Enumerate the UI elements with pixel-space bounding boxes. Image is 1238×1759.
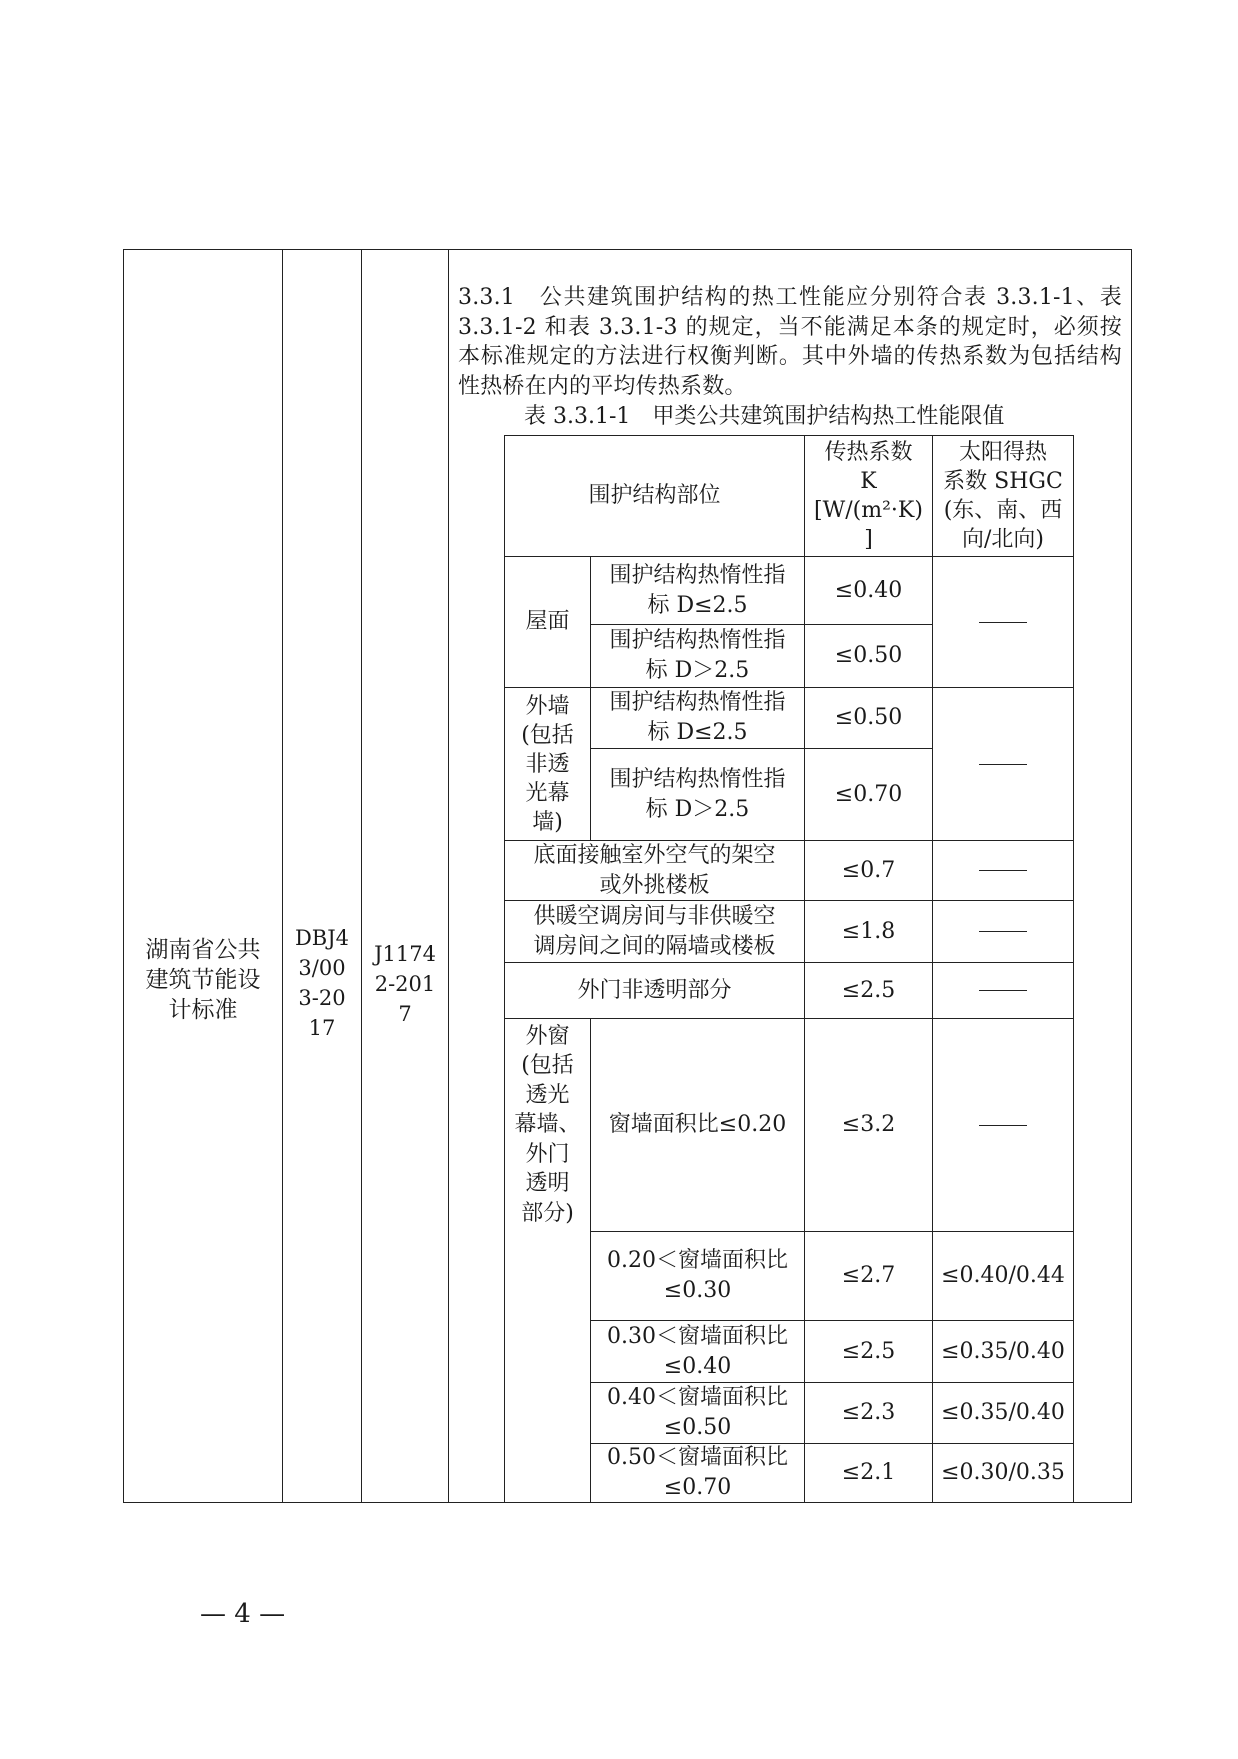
wall-label: 外墙 (包括 非透 光幕 墙) xyxy=(521,693,574,835)
door-k: ≤2.5 xyxy=(841,977,896,1003)
dash-mark xyxy=(979,990,1027,991)
roof-k-1: ≤0.40 xyxy=(834,577,903,603)
window-k-3: ≤2.5 xyxy=(841,1338,896,1364)
inner-row-line xyxy=(590,1231,1074,1232)
partition-k: ≤1.8 xyxy=(841,918,896,944)
window-shgc-4: ≤0.35/0.40 xyxy=(941,1400,1065,1425)
dash-mark xyxy=(979,764,1027,765)
floor-shgc xyxy=(934,842,1072,899)
roof-k-2: ≤0.50 xyxy=(834,643,903,668)
window-cond-5: 0.50＜窗墙面积比 ≤0.70 xyxy=(607,1445,788,1500)
dash-mark xyxy=(979,1125,1027,1126)
dash-mark xyxy=(979,622,1027,623)
inner-row-line xyxy=(504,962,1074,963)
wall-k-1: ≤0.50 xyxy=(834,705,903,730)
inner-row-line xyxy=(590,748,933,749)
inner-border-bottom xyxy=(504,1502,1074,1503)
inner-row-line xyxy=(590,624,933,625)
inner-col-k xyxy=(804,435,805,1503)
inner-border-right xyxy=(1073,435,1074,1503)
dash-mark xyxy=(979,870,1027,871)
outer-divider-1 xyxy=(282,249,283,1503)
partition-shgc xyxy=(934,902,1072,961)
floor-label: 底面接触室外空气的架空 或外挑楼板 xyxy=(533,842,776,898)
window-shgc-2: ≤0.40/0.44 xyxy=(941,1263,1065,1288)
inner-border-left xyxy=(504,435,505,1503)
window-cond-3: 0.30＜窗墙面积比 ≤0.40 xyxy=(607,1323,788,1379)
page-number: — 4 — xyxy=(200,1599,286,1629)
inner-row-line xyxy=(504,1018,1074,1019)
window-shgc-1 xyxy=(934,1020,1072,1230)
outer-divider-3 xyxy=(448,249,449,1503)
window-shgc-5: ≤0.30/0.35 xyxy=(941,1460,1065,1485)
window-shgc-3: ≤0.35/0.40 xyxy=(941,1338,1065,1364)
window-cond-4: 0.40＜窗墙面积比 ≤0.50 xyxy=(607,1385,788,1440)
partition-label: 供暖空调房间与非供暖空 调房间之间的隔墙或楼板 xyxy=(533,903,776,959)
inner-col-sub-1 xyxy=(590,556,591,840)
inner-border-top xyxy=(504,435,1074,436)
inner-col-sub-2 xyxy=(590,1018,591,1503)
standard-code: DBJ4 3/00 3-20 17 xyxy=(294,926,350,1040)
door-shgc xyxy=(934,964,1072,1017)
window-k-1: ≤3.2 xyxy=(841,1112,896,1137)
inner-row-line xyxy=(504,556,1074,557)
standard-name: 湖南省公共 建筑节能设 计标准 xyxy=(145,937,261,1023)
roof-shgc xyxy=(934,558,1072,686)
wall-k-2: ≤0.70 xyxy=(834,781,903,807)
wall-shgc xyxy=(934,689,1072,839)
clause-text: 3.3.1 公共建筑围护结构的热工性能应分别符合表 3.3.1-1、表 3.3.1-2 和表 3.3.1-3 的规定，当不能满足本条的规定时，必须按本标准规定的方法进行权衡判断。其中外墙的传热系数为包括结构性热桥在内的平均传热系数。 xyxy=(458,285,1122,399)
header-k: 传热系数 K [W/(m²·K) ] xyxy=(814,440,923,552)
inner-col-shgc xyxy=(932,435,933,1503)
floor-k: ≤0.7 xyxy=(841,857,896,883)
inner-row-line xyxy=(504,687,1074,688)
record-code: J1174 2-201 7 xyxy=(374,942,436,1026)
outer-divider-2 xyxy=(361,249,362,1503)
window-label: 外窗 (包括 透光 幕墙、 外门 透明 部分) xyxy=(514,1023,581,1226)
outer-border-left xyxy=(123,249,124,1503)
outer-border-top xyxy=(123,249,1132,250)
window-cond-1: 窗墙面积比≤0.20 xyxy=(608,1112,787,1137)
header-shgc: 太阳得热 系数 SHGC (东、南、西 向/北向) xyxy=(943,440,1063,552)
window-k-2: ≤2.7 xyxy=(841,1263,896,1288)
door-label: 外门非透明部分 xyxy=(577,977,732,1003)
header-part: 围护结构部位 xyxy=(588,483,721,508)
roof-cond-1: 围护结构热惰性指 标 D≤2.5 xyxy=(609,562,786,618)
outer-border-right xyxy=(1131,249,1132,1503)
window-k-4: ≤2.3 xyxy=(841,1400,896,1425)
table-caption: 表 3.3.1-1 甲类公共建筑围护结构热工性能限值 xyxy=(524,404,1005,429)
dash-mark xyxy=(979,931,1027,932)
roof-label: 屋面 xyxy=(525,609,570,634)
wall-cond-2: 围护结构热惰性指 标 D＞2.5 xyxy=(609,766,786,822)
window-cond-2: 0.20＜窗墙面积比 ≤0.30 xyxy=(607,1248,788,1303)
wall-cond-1: 围护结构热惰性指 标 D≤2.5 xyxy=(609,690,786,745)
window-k-5: ≤2.1 xyxy=(841,1460,896,1485)
roof-cond-2: 围护结构热惰性指 标 D＞2.5 xyxy=(609,628,786,683)
